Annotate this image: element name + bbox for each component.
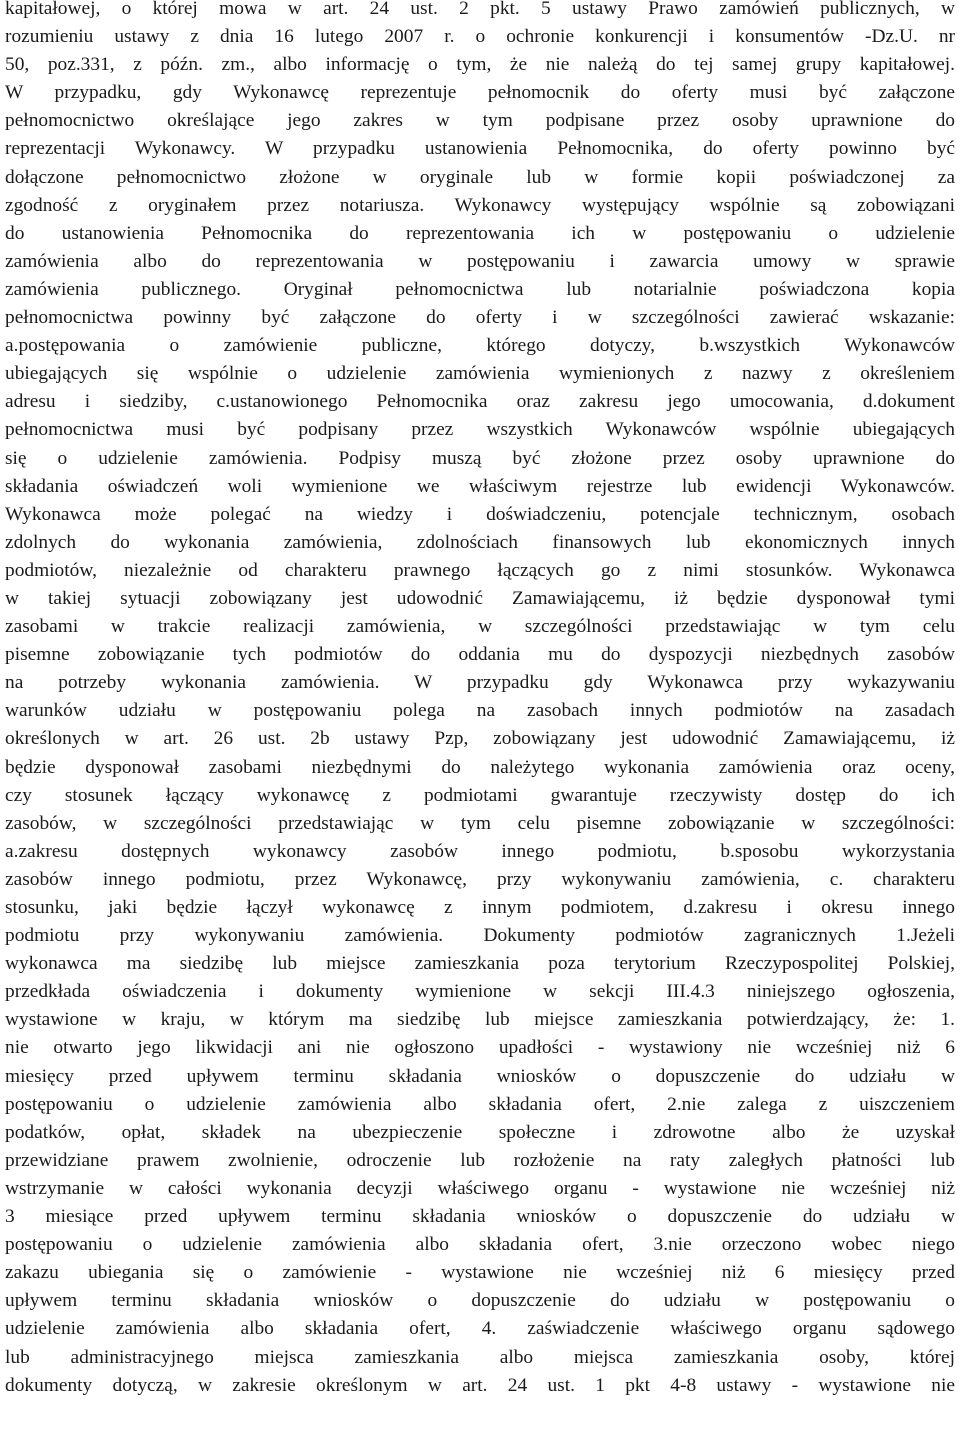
text-line: kapitałowej, o której mowa w art. 24 ust. 2 pkt. 5 ustawy Prawo zamówień publicznych, w <box>5 0 955 19</box>
text-line: do ustanowienia Pełnomocnika do reprezentowania ich w postępowaniu o udzielenie <box>5 222 955 244</box>
text-line: postępowaniu o udzielenie zamówienia albo składania ofert, 3.nie orzeczono wobec niego <box>5 1234 955 1256</box>
text-line: podmiotu przy wykonywaniu zamówienia. Dokumenty podmiotów zagranicznych 1.Jeżeli <box>5 925 955 947</box>
text-line: dołączone pełnomocnictwo złożone w oryginale lub w formie kopii poświadczonej za <box>5 166 955 188</box>
text-line: W przypadku, gdy Wykonawcę reprezentuje pełnomocnik do oferty musi być załączone <box>5 82 955 104</box>
text-line: przewidziane prawem zwolnienie, odroczenie lub rozłożenie na raty zaległych płatności lub <box>5 1149 955 1171</box>
text-line: rozumieniu ustawy z dnia 16 lutego 2007 r. o ochronie konkurencji i konsumentów -Dz.U. nr <box>5 26 955 48</box>
text-line: podatków, opłat, składek na ubezpieczenie społeczne i zdrowotne albo że uzyskał <box>5 1121 955 1143</box>
text-line: pełnomocnictwo określające jego zakres w tym podpisane przez osoby uprawnione do <box>5 110 955 132</box>
text-line: podmiotów, niezależnie od charakteru prawnego łączących go z nimi stosunków. Wykonawca <box>5 559 955 581</box>
text-line: udzielenie zamówienia albo składania ofert, 4. zaświadczenie właściwego organu sądowego <box>5 1318 955 1340</box>
text-line: w takiej sytuacji zobowiązany jest udowodnić Zamawiającemu, iż będzie dysponował tymi <box>5 587 955 609</box>
text-line: warunków udziału w postępowaniu polega na zasobach innych podmiotów na zasadach <box>5 700 955 722</box>
text-line: zasobów innego podmiotu, przez Wykonawcę, przy wykonywaniu zamówienia, c. charakteru <box>5 868 955 890</box>
text-line: wystawione w kraju, w którym ma siedzibę lub miejsce zamieszkania potwierdzający, że: 1. <box>5 1009 955 1031</box>
text-line: dokumenty dotyczą, w zakresie określonym w art. 24 ust. 1 pkt 4-8 ustawy - wystawione nie <box>5 1374 955 1396</box>
text-line: zasobów, w szczególności przedstawiając w tym celu pisemne zobowiązanie w szczególności: <box>5 812 955 834</box>
text-line: na potrzeby wykonania zamówienia. W przypadku gdy Wykonawca przy wykazywaniu <box>5 672 955 694</box>
text-line: miesięcy przed upływem terminu składania wniosków o dopuszczenie do udziału w <box>5 1065 955 1087</box>
text-line: zamówienia albo do reprezentowania w postępowaniu i zawarcia umowy w sprawie <box>5 250 955 272</box>
text-line: 3 miesiące przed upływem terminu składania wniosków o dopuszczenie do udziału w <box>5 1206 955 1228</box>
text-line: zasobami w trakcie realizacji zamówienia, w szczególności przedstawiając w tym celu <box>5 616 955 638</box>
text-line: wykonawca ma siedzibę lub miejsce zamieszkania poza terytorium Rzeczypospolitej Polskiej, <box>5 953 955 975</box>
text-line: upływem terminu składania wniosków o dopuszczenie do udziału w postępowaniu o <box>5 1290 955 1312</box>
text-line: określonych w art. 26 ust. 2b ustawy Pzp, zobowiązany jest udowodnić Zamawiającemu, iż <box>5 728 955 750</box>
text-line: 50, poz.331, z późn. zm., albo informację o tym, że nie należą do tej samej grupy kapitałowej. <box>5 54 955 76</box>
text-line: czy stosunek łączący wykonawcę z podmiotami gwarantuje rzeczywisty dostęp do ich <box>5 784 955 806</box>
text-line: będzie dysponował zasobami niezbędnymi do należytego wykonania zamówienia oraz oceny, <box>5 756 955 778</box>
document-body-text <box>5 0 955 1400</box>
text-line: postępowaniu o udzielenie zamówienia albo składania ofert, 2.nie zalega z uiszczeniem <box>5 1093 955 1115</box>
text-line: się o udzielenie zamówienia. Podpisy muszą być złożone przez osoby uprawnione do <box>5 447 955 469</box>
text-line: wstrzymanie w całości wykonania decyzji właściwego organu - wystawione nie wcześniej niż <box>5 1177 955 1199</box>
text-line: Wykonawca może polegać na wiedzy i doświadczeniu, potencjale technicznym, osobach <box>5 503 955 525</box>
text-line: zgodność z oryginałem przez notariusza. Wykonawcy występujący wspólnie są zobowiązani <box>5 194 955 216</box>
text-line: składania oświadczeń woli wymienione we właściwym rejestrze lub ewidencji Wykonawców. <box>5 475 955 497</box>
text-line: zamówienia publicznego. Oryginał pełnomocnictwa lub notarialnie poświadczona kopia <box>5 278 955 300</box>
text-line: nie otwarto jego likwidacji ani nie ogłoszono upadłości - wystawiony nie wcześniej niż 6 <box>5 1037 955 1059</box>
text-line: zdolnych do wykonania zamówienia, zdolnościach finansowych lub ekonomicznych innych <box>5 531 955 553</box>
text-line: stosunku, jaki będzie łączył wykonawcę z innym podmiotem, d.zakresu i okresu innego <box>5 897 955 918</box>
text-line: reprezentacji Wykonawcy. W przypadku ustanowienia Pełnomocnika, do oferty powinno być <box>5 138 955 160</box>
text-line: pełnomocnictwa musi być podpisany przez wszystkich Wykonawców wspólnie ubiegających <box>5 419 955 441</box>
text-line: a.postępowania o zamówienie publiczne, którego dotyczy, b.wszystkich Wykonawców <box>5 335 955 357</box>
text-line: ubiegających się wspólnie o udzielenie zamówienia wymienionych z nazwy z określeniem <box>5 363 955 385</box>
text-line: pisemne zobowiązanie tych podmiotów do oddania mu do dyspozycji niezbędnych zasobów <box>5 644 955 666</box>
text-line: a.zakresu dostępnych wykonawcy zasobów innego podmiotu, b.sposobu wykorzystania <box>5 840 955 862</box>
text-line: pełnomocnictwa powinny być załączone do oferty i w szczególności zawierać wskazanie: <box>5 307 955 329</box>
text-line: lub administracyjnego miejsca zamieszkania albo miejsca zamieszkania osoby, której <box>5 1346 955 1368</box>
text-line: zakazu ubiegania się o zamówienie - wystawione nie wcześniej niż 6 miesięcy przed <box>5 1262 955 1284</box>
text-line: przedkłada oświadczenia i dokumenty wymienione w sekcji III.4.3 niniejszego ogłoszenia, <box>5 981 955 1003</box>
text-line: adresu i siedziby, c.ustanowionego Pełnomocnika oraz zakresu jego umocowania, d.dokument <box>5 391 955 413</box>
